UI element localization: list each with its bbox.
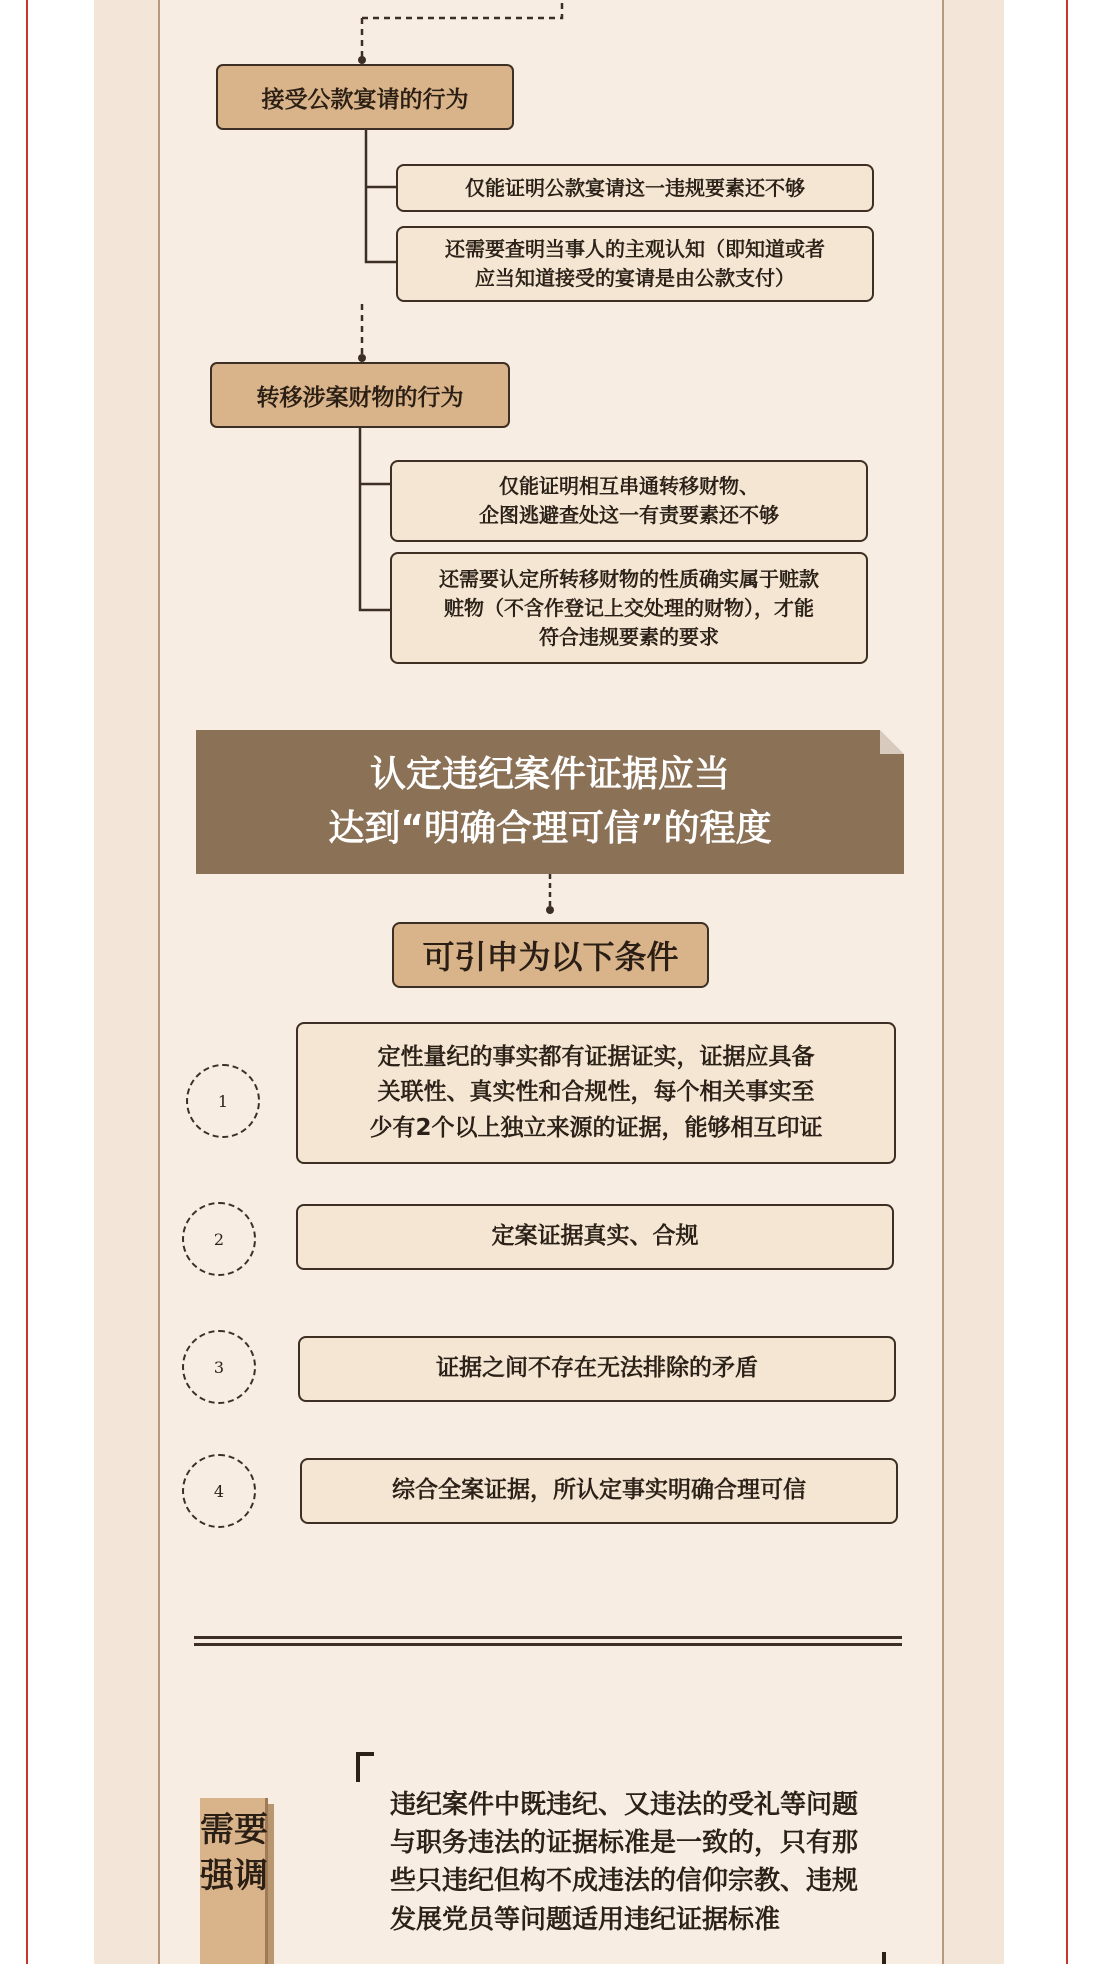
emphasis-quote: 违纪案件中既违纪、又违法的受礼等问题与职务违法的证据标准是一致的，只有那些只违纪但构不成违法的信仰宗教、违规发展党员等问题适用违纪证据标准 [390, 1790, 859, 1935]
condition-item: 定案证据真实、合规 [296, 1204, 894, 1270]
banner-fold-shade [880, 730, 904, 754]
condition-number-badge: 3 [182, 1330, 256, 1404]
flow-note: 仅能证明公款宴请这一违规要素还不够 [396, 164, 874, 212]
condition-number-badge: 4 [182, 1454, 256, 1528]
flow-label-public-banquet: 接受公款宴请的行为 [216, 64, 514, 130]
flow-label-transfer-property: 转移涉案财物的行为 [210, 362, 510, 428]
section-banner: 认定违纪案件证据应当 达到“明确合理可信”的程度 [196, 730, 904, 874]
condition-number-badge: 2 [182, 1202, 256, 1276]
condition-item: 综合全案证据，所认定事实明确合理可信 [300, 1458, 898, 1524]
flow-note: 还需要查明当事人的主观认知（即知道或者 应当知道接受的宴请是由公款支付） [396, 226, 874, 302]
condition-number-badge: 1 [186, 1064, 260, 1138]
conditions-title: 可引申为以下条件 [392, 922, 709, 988]
quote-close-mark [882, 1952, 886, 1964]
section-divider-top [194, 1636, 902, 1639]
emphasis-tab-label: 需要强调 [200, 1810, 268, 1896]
condition-item: 证据之间不存在无法排除的矛盾 [298, 1336, 896, 1402]
section-divider-bottom [194, 1643, 902, 1646]
condition-item: 定性量纪的事实都有证据证实，证据应具备 关联性、真实性和合规性，每个相关事实至 少有2个以上独立来源的证据，能够相互印证 [296, 1022, 896, 1164]
flow-note: 仅能证明相互串通转移财物、 企图逃避查处这一有责要素还不够 [390, 460, 868, 542]
quote-open-mark [356, 1752, 374, 1782]
flow-note: 还需要认定所转移财物的性质确实属于赃款 赃物（不含作登记上交处理的财物），才能 符合违规要素的要求 [390, 552, 868, 664]
